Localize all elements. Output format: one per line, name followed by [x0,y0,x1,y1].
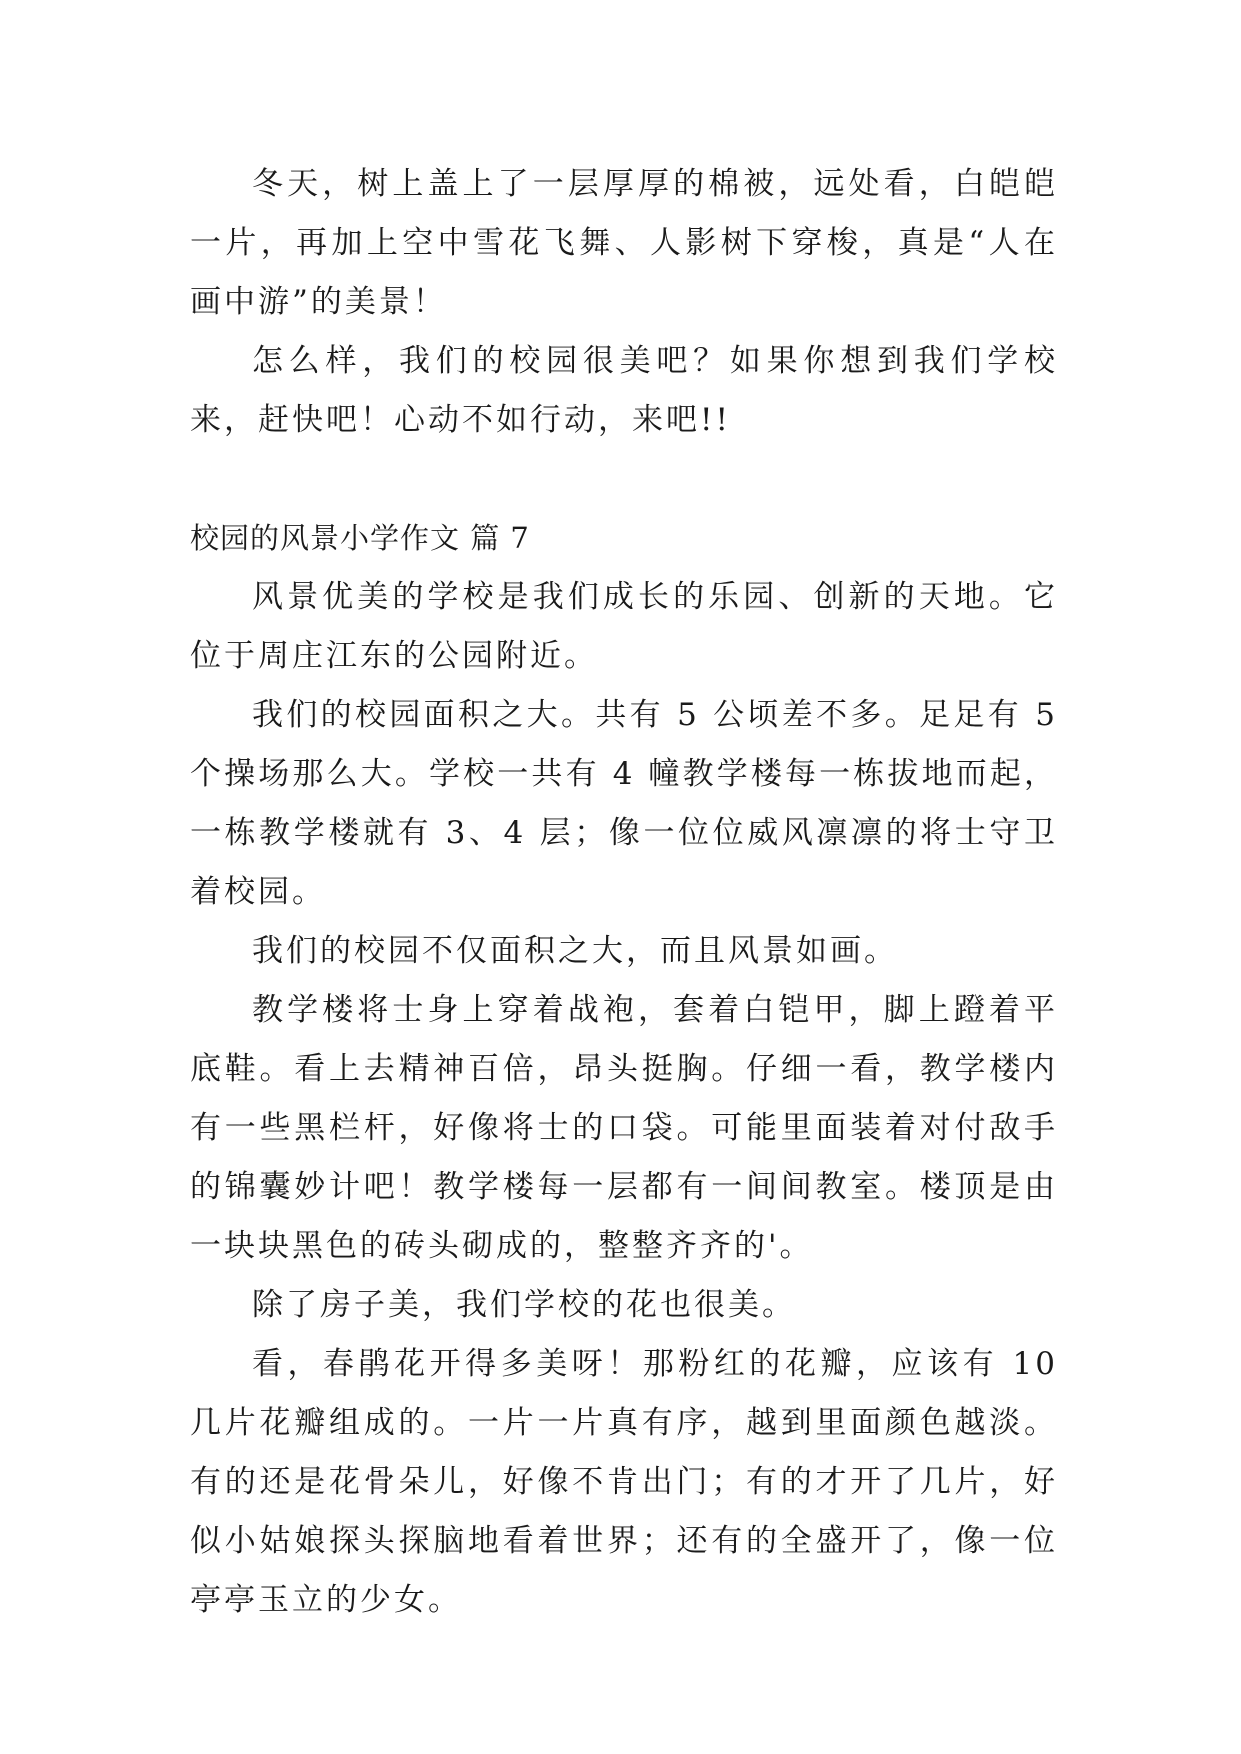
paragraph: 我们的校园面积之大。共有 5 公顷差不多。足足有 5 个操场那么大。学校一共有 4 幢教学楼每一栋拔地而起，一栋教学楼就有 3、4 层；像一位位威风凛凛的将士守卫着校园。 [190,697,1058,910]
document-body [190,155,1058,1630]
paragraph: 我们的校园不仅面积之大，而且风景如画。 [252,933,898,969]
paragraph: 风景优美的学校是我们成长的乐园、创新的天地。它位于周庄江东的公园附近。 [190,579,1058,674]
paragraph: 冬天，树上盖上了一层厚厚的棉被，远处看，白皑皑一片，再加上空中雪花飞舞、人影树下穿梭，真是“人在画中游”的美景！ [190,166,1058,320]
paragraph: 看，春鹃花开得多美呀！那粉红的花瓣，应该有 10 几片花瓣组成的。一片一片真有序，越到里面颜色越淡。有的还是花骨朵儿，好像不肯出门；有的才开了几片，好似小姑娘探头探脑地看着世界；还有的全盛开了，像一位亭亭玉立的少女。 [190,1346,1058,1618]
paragraph: 教学楼将士身上穿着战袍，套着白铠甲，脚上蹬着平底鞋。看上去精神百倍，昂头挺胸。仔细一看，教学楼内有一些黑栏杆，好像将士的口袋。可能里面装着对付敌手的锦囊妙计吧！教学楼每一层都有一间间教室。楼顶是由一块块黑色的砖头砌成的，整整齐齐的'。 [190,992,1058,1264]
section-heading: 校园的风景小学作文 篇 7 [190,521,530,555]
paragraph: 怎么样，我们的校园很美吧？如果你想到我们学校来，赶快吧！心动不如行动，来吧!! [190,343,1058,438]
paragraph: 除了房子美，我们学校的花也很美。 [252,1287,796,1323]
